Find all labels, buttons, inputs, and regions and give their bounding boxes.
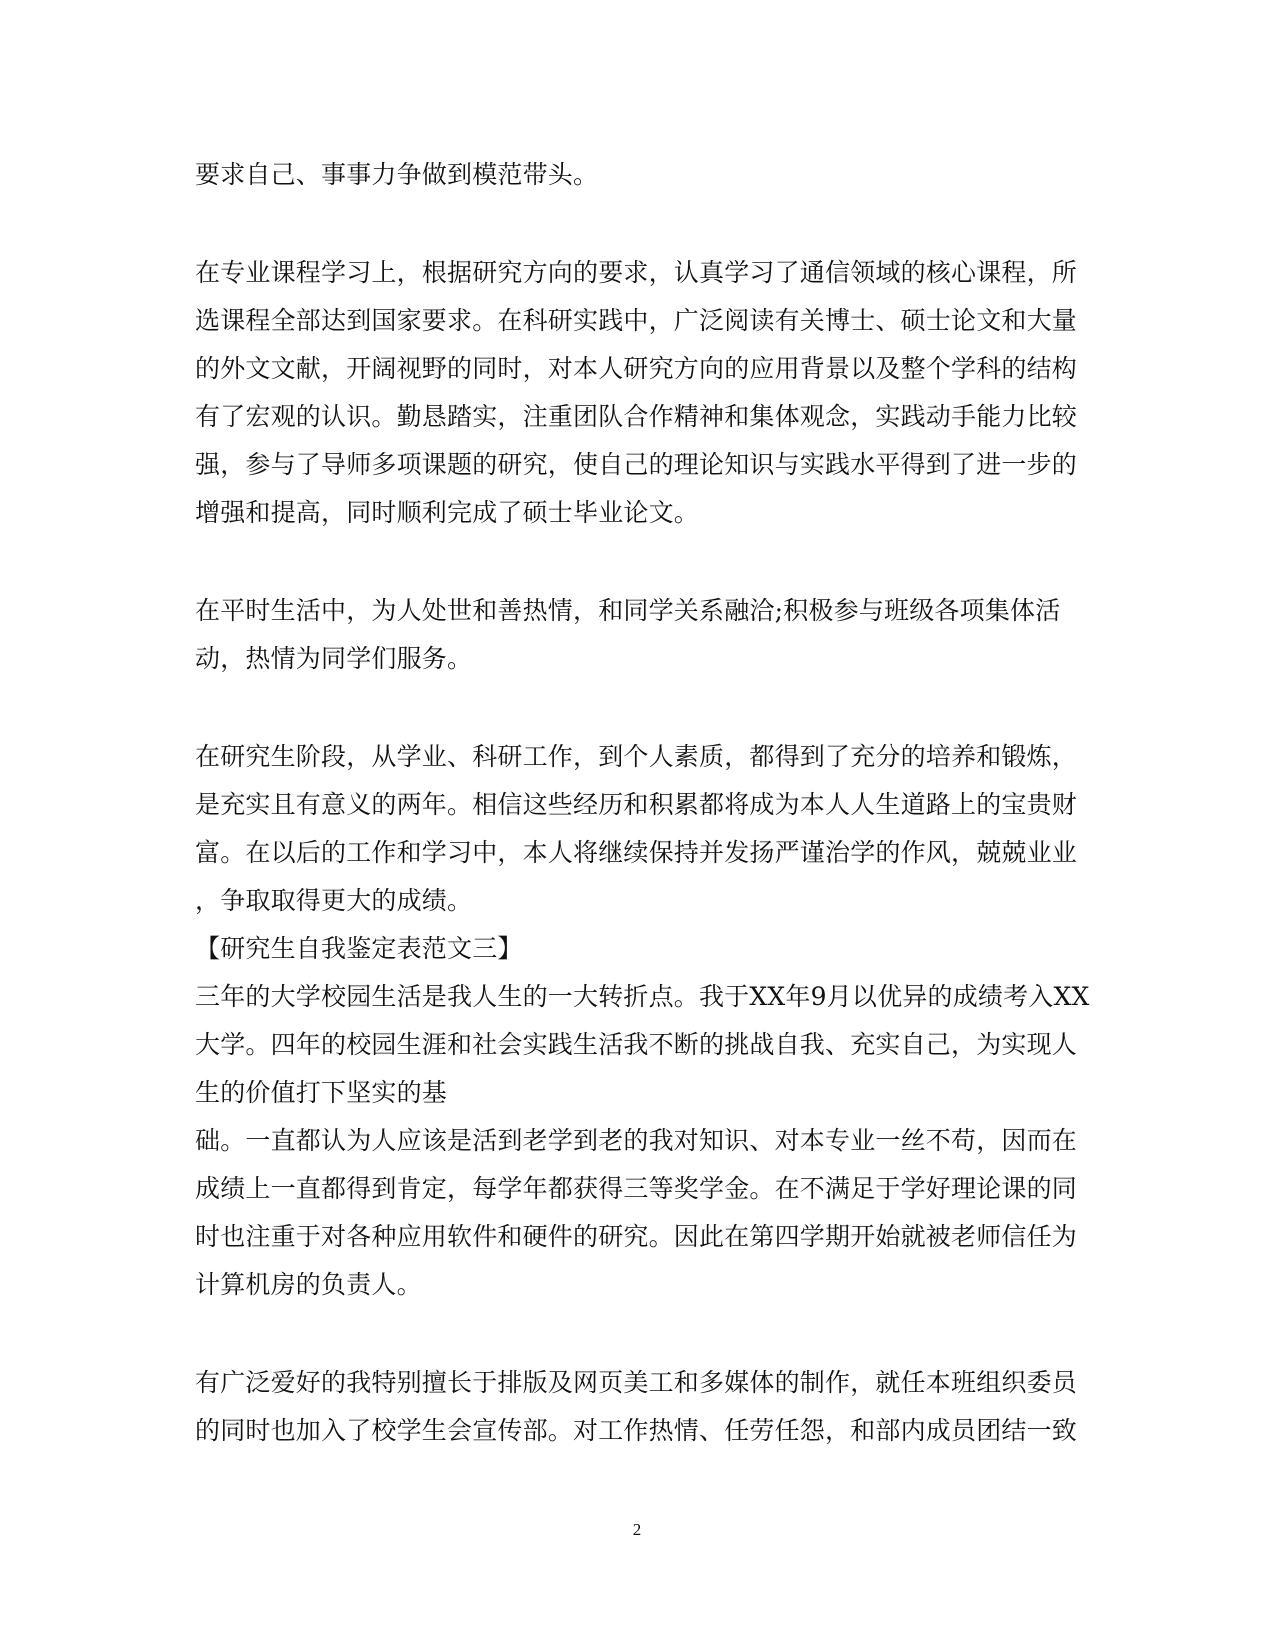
text-line: 的外文文献，开阔视野的同时，对本人研究方向的应用背景以及整个学科的结构 xyxy=(195,354,1078,383)
text-line: 在专业课程学习上，根据研究方向的要求，认真学习了通信领域的核心课程，所 xyxy=(195,258,1078,287)
text-line: 在研究生阶段，从学业、科研工作，到个人素质，都得到了充分的培养和锻炼， xyxy=(195,742,1078,771)
text-line: ，争取取得更大的成绩。 xyxy=(195,886,473,915)
text-line: 有广泛爱好的我特别擅长于排版及网页美工和多媒体的制作，就任本班组织委员 xyxy=(195,1368,1078,1397)
text-line: 强，参与了导师多项课题的研究，使自己的理论知识与实践水平得到了进一步的 xyxy=(195,450,1078,479)
text-line: 三年的大学校园生活是我人生的一大转折点。我于XX年9月以优异的成绩考入XX xyxy=(195,982,1090,1011)
text-line: 在平时生活中，为人处世和善热情，和同学关系融洽;积极参与班级各项集体活 xyxy=(195,596,1061,625)
text-line: 选课程全部达到国家要求。在科研实践中，广泛阅读有关博士、硕士论文和大量 xyxy=(195,306,1078,335)
section-heading: 【研究生自我鉴定表范文三】 xyxy=(195,934,523,963)
text-line: 计算机房的负责人。 xyxy=(195,1270,422,1299)
text-line: 富。在以后的工作和学习中，本人将继续保持并发扬严谨治学的作风，兢兢业业 xyxy=(195,838,1078,867)
text-line: 大学。四年的校园生涯和社会实践生活我不断的挑战自我、充实自己，为实现人 xyxy=(195,1030,1078,1059)
text-line: 动，热情为同学们服务。 xyxy=(195,644,473,673)
text-line: 成绩上一直都得到肯定，每学年都获得三等奖学金。在不满足于学好理论课的同 xyxy=(195,1174,1078,1203)
text-line: 有了宏观的认识。勤恳踏实，注重团队合作精神和集体观念，实践动手能力比较 xyxy=(195,402,1078,431)
text-line: 是充实且有意义的两年。相信这些经历和积累都将成为本人人生道路上的宝贵财 xyxy=(195,790,1078,819)
text-line: 的同时也加入了校学生会宣传部。对工作热情、任劳任怨，和部内成员团结一致 xyxy=(195,1416,1078,1445)
text-line: 要求自己、事事力争做到模范带头。 xyxy=(195,160,599,189)
text-line: 础。一直都认为人应该是活到老学到老的我对知识、对本专业一丝不苟，因而在 xyxy=(195,1126,1078,1155)
text-line: 时也注重于对各种应用软件和硬件的研究。因此在第四学期开始就被老师信任为 xyxy=(195,1222,1078,1251)
page-number: 2 xyxy=(632,1520,642,1539)
text-line: 生的价值打下坚实的基 xyxy=(195,1078,448,1107)
text-line: 增强和提高，同时顺利完成了硕士毕业论文。 xyxy=(195,498,700,527)
